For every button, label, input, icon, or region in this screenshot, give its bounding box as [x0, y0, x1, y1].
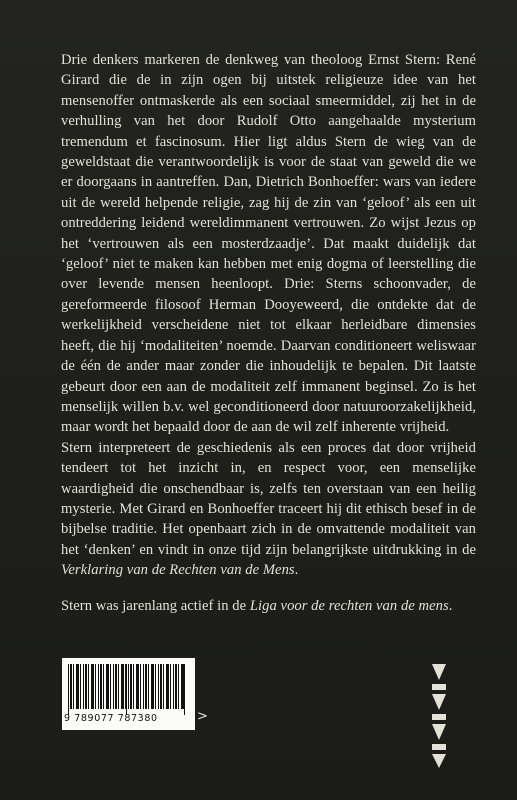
- barcode-quiet-zone-mark: >: [197, 709, 208, 724]
- blurb-paragraph-2-text: Stern interpreteert de geschiedenis als een proces dat door vrijheid tendeert tot het inzicht in, en respect voor, een menselijke waardigheid die onschendbaar is, zelfs ten overstaan van een heilig mysterie. Met Girard en Bonhoeffer traceert hij dit ethisch besef in de bijbelse traditie. Het openbaart zich in de omvattende modaliteit van het ‘denken’ en vindt in onze tijd zijn belangrijkste uitdrukking in de: [61, 439, 476, 558]
- declaration-title: Verklaring van de Rechten van de Mens: [61, 562, 295, 579]
- isbn-digits: 9 789077 787380: [64, 713, 158, 724]
- closing-line-text: Stern was jarenlang actief in de: [61, 597, 250, 614]
- blurb-text: [61, 50, 476, 616]
- blurb-paragraph-1: Drie denkers markeren de denkweg van theoloog Ernst Stern: René Girard die de in zijn ogen bij uitstek religieuze idee van het mensenoffer ontmaskerde als een sociaal smeermiddel, zij het in de verhulling van het door Rudolf Otto aangehaalde mysterium tremendum et fascinosum. Hier ligt aldus Stern de wieg van de geweldstaat die verantwoordelijk is voor de staat van geweld die we er doorgaans in aantreffen. Dan, Dietrich Bonhoeffer: wars van iedere uit de wereld helpende religie, zag hij de zin van ‘geloof’ als een uit ontreddering leidend wereldimmanent vertrouwen. Zo wijst Jezus op het ‘vertrouwen als een mosterdzaadje’. Dat maakt duidelijk dat ‘geloof’ niet te maken kan hebben met enig dogma of leerstelling die over levende mensen heenloopt. Drie: Sterns schoonvader, de gereformeerde filosoof Herman Dooyeweerd, die ontdekte dat de werkelijkheid verscheidene niet tot elkaar herleidbare dimensies heeft, die hij ‘modaliteiten’ noemde. Daarvan conditioneert weliswaar de één de ander maar zonder die inhoudelijk te bepalen. Dit laatste gebeurt door een aan de modaliteit zelf immanent beginsel. Zo is het menselijk willen b.v. wel geconditioneerd door natuuroorzakelijkheid, maar wordt het bepaald door de aan de wil zelf inherente vrijheid.: [61, 52, 476, 436]
- publisher-logo-icon: [428, 660, 450, 772]
- barcode-guard-left: [68, 664, 69, 715]
- isbn-barcode: [62, 658, 195, 730]
- blurb-paragraph-2-end: .: [294, 562, 299, 579]
- blurb-paragraph-2: [61, 438, 476, 581]
- league-name: Liga voor de rechten van de mens: [249, 597, 449, 614]
- barcode-guard-right: [184, 664, 185, 715]
- closing-line-end: .: [448, 597, 453, 614]
- barcode-guard-center: [126, 664, 127, 715]
- closing-line: [61, 596, 476, 616]
